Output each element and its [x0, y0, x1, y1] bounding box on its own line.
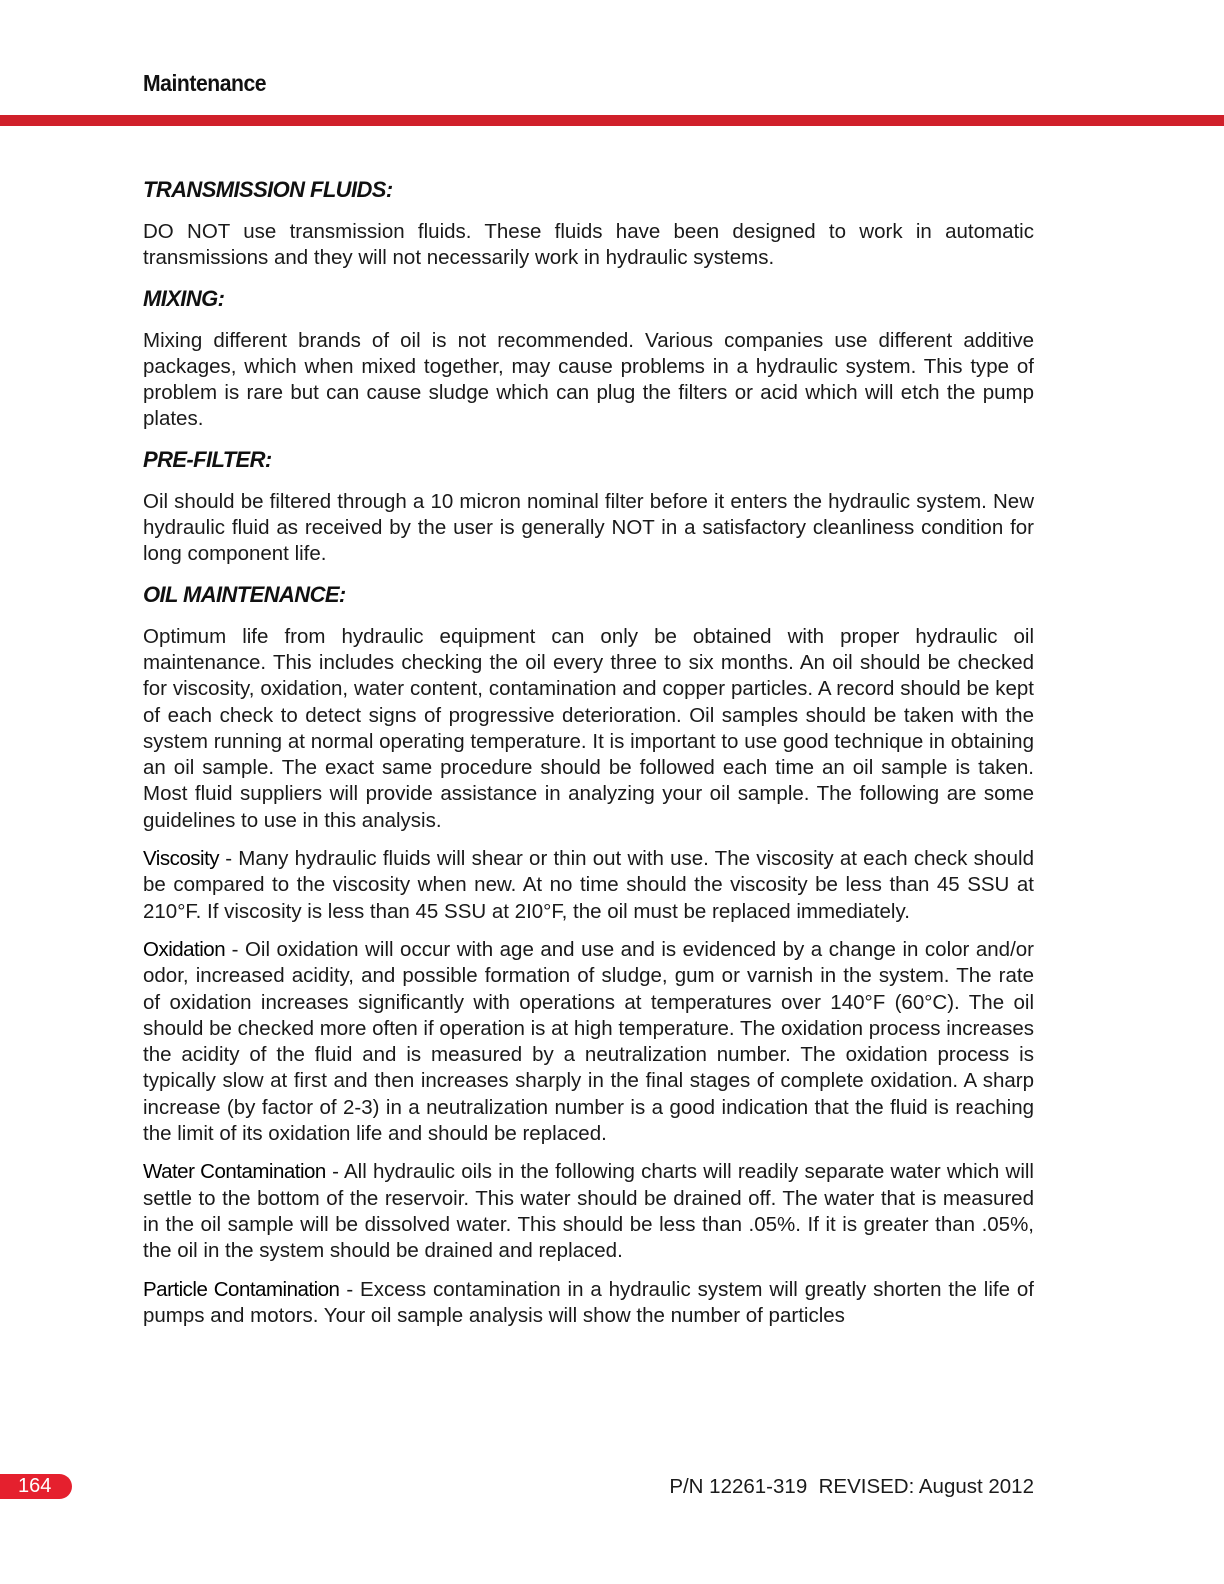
item-term: Viscosity	[143, 847, 220, 871]
section-transmission-fluids	[143, 175, 1034, 272]
item-term: Particle Contamination	[143, 1277, 340, 1301]
item-body: - Oil oxidation will occur with age and use and is evidenced by a change in color and/or odor, increased acidity, and possible formation of sludge, gum or varnish in the system. The rate of oxidation increases significantly with operations at temperatures over 140°F (60°C). The oil should be checked more often if operation is at high temperature. The oxidation process increases the acidity of the fluid and is measured by a neutralization number. The oxidation process is typically slow at first and then increases sharply in the final stages of complete oxidation. A sharp increase (by factor of 2-3) in a neutralization number is a good indication that the fluid is reaching the limit of its oxidation life and should be replaced.	[143, 937, 1034, 1146]
item-viscosity	[143, 846, 1034, 925]
item-term: Oxidation	[143, 937, 226, 961]
section-body: Mixing different brands of oil is not recommended. Various companies use different additive packages, which when mixed together, may cause problems in a hydraulic system. This type of problem is rare but can cause sludge which can plug the filters or acid which will etch the pump plates.	[143, 328, 1034, 431]
item-body: - All hydraulic oils in the following charts will readily separate water which will settle to the bottom of the reservoir. This water should be drained off. The water that is measured in the oil sample will be dissolved water. This should be less than .05%. If it is greater than .05%, the oil in the system should be drained and replaced.	[143, 1160, 1034, 1263]
section-body: Oil should be filtered through a 10 micron nominal filter before it enters the hydraulic system. New hydraulic fluid as received by the user is generally NOT in a satisfactory cleanliness condition for long component life.	[143, 489, 1034, 566]
item-oxidation	[143, 937, 1034, 1147]
section-body: Optimum life from hydraulic equipment can only be obtained with proper hydraulic oil maintenance. This includes checking the oil every three to six months. An oil should be checked for viscosity, oxidation, water content, contamination and copper particles. A record should be kept of each check to detect signs of progressive deterioration. Oil samples should be taken with the system running at normal operating temperature. It is important to use good technique in obtaining an oil sample. The exact same procedure should be followed each time an oil sample is taken. Most fluid suppliers will provide assistance in analyzing your oil sample. The following are some guidelines to use in this analysis.	[143, 624, 1034, 832]
header-divider	[0, 115, 1224, 126]
section-heading: OIL MAINTENANCE:	[143, 581, 346, 607]
section-heading: TRANSMISSION FLUIDS:	[143, 177, 393, 202]
page-content	[143, 175, 1034, 1341]
section-pre-filter	[143, 445, 1034, 568]
page-number-badge: 164	[0, 1474, 72, 1499]
section-heading: PRE-FILTER:	[143, 446, 272, 472]
section-mixing	[143, 284, 1034, 433]
item-particle-contamination	[143, 1277, 1034, 1330]
item-term: Water Contamination	[143, 1160, 326, 1184]
item-water-contamination	[143, 1159, 1034, 1264]
page-header-title: Maintenance	[143, 70, 267, 96]
footer-doc-info: P/N 12261-319 REVISED: August 2012	[669, 1475, 1034, 1498]
section-body: DO NOT use transmission fluids. These fluids have been designed to work in automatic transmissions and they will not necessarily work in hydraulic systems.	[143, 220, 1034, 270]
item-body: - Excess contamination in a hydraulic system will greatly shorten the life of pumps and motors. Your oil sample analysis will show the number of particles	[143, 1277, 1034, 1327]
section-heading: MIXING:	[143, 285, 225, 311]
item-body: - Many hydraulic fluids will shear or thin out with use. The viscosity at each check should be compared to the viscosity when new. At no time should the viscosity be less than 45 SSU at 210°F. If viscosity is less than 45 SSU at 2I0°F, the oil must be replaced immediately.	[143, 847, 1034, 923]
section-oil-maintenance	[143, 580, 1034, 834]
